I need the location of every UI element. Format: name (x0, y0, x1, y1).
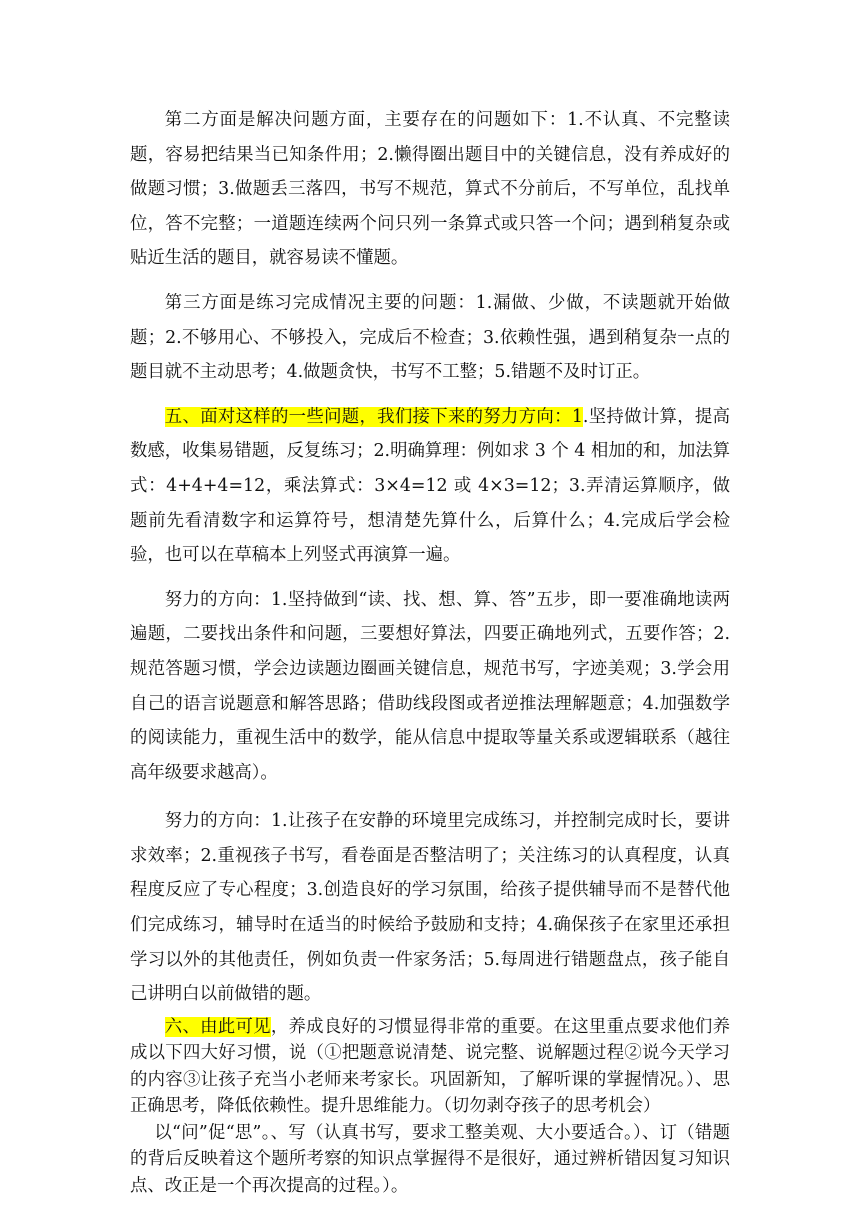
paragraph-problem-solving: 第二方面是解决问题方面，主要存在的问题如下：1.不认真、不完整读题，容易把结果当已知条件用；2.懒得圈出题目中的关键信息，没有养成好的做题习惯；3.做题丢三落四，书写不规范，算式不分前后，不写单位，乱找单位，答不完整；一道题连续两个问只列一条算式或只答一个问；遇到稍复杂或贴近生活的题目，就容易读不懂题。 (130, 110, 730, 269)
paragraph-section-six (130, 1014, 730, 1120)
document-body (130, 103, 730, 1199)
paragraph-practice-completion: 第三方面是练习完成情况主要的问题：1.漏做、少做，不读题就开始做题；2.不够用心、不够投入，完成后不检查；3.依赖性强，遇到稍复杂一点的题目就不主动思考；4.做题贪快，书写不工整；5.错题不及时订正。 (130, 292, 730, 383)
paragraph-effort-direction-1: 努力的方向：1.坚持做到“读、找、想、算、答”五步，即一要准确地读两遍题，二要找出条件和问题，三要想好算法，四要正确地列式，五要作答；2.规范答题习惯，学会边读题边圈画关键信息，规范书写，字迹美观；3.学会用自己的语言说题意和解答思路；借助线段图或者逆推法理解题意；4.加强数学的阅读能力，重视生活中的数学，能从信息中提取等量关系或逻辑联系（越往高年级要求越高）。 (130, 589, 730, 783)
section-six-body: ，养成良好的习惯显得非常的重要。在这里重点要求他们养成以下四大好习惯，说（①把题意说清楚、说完整、说解题过程②说今天学习的内容③让孩子充当小老师来考家长。巩固新知，了解听课的掌握情况。）、思正确思考，降低依赖性。提升思维能力。（切勿剥夺孩子的思考机会） (130, 1016, 730, 1117)
paragraph-section-five (130, 400, 730, 573)
section-five-heading: 五、面对这样的一些问题，我们接下来的努力方向：1 (164, 406, 583, 427)
paragraph-habits-continued: 以“问”促“思”。、写（认真书写，要求工整美观、大小要适合。）、订（错题的背后反映着这个题所考察的知识点掌握得不是很好，通过辨析错因复习知识点、改正是一个再次提高的过程。）。 (130, 1122, 730, 1196)
paragraph-effort-direction-2: 努力的方向：1.让孩子在安静的环境里完成练习，并控制完成时长，要讲求效率；2.重视孩子书写，看卷面是否整洁明了；关注练习的认真程度，认真程度反应了专心程度；3.创造良好的学习氛围，给孩子提供辅导而不是替代他们完成练习，辅导时在适当的时候给予鼓励和支持；4.确保孩子在家里还承担学习以外的其他责任，例如负责一件家务活；5.每周进行错题盘点，孩子能自己讲明白以前做错的题。 (130, 811, 730, 1005)
section-six-heading: 六、由此可见 (164, 1016, 271, 1037)
section-five-body: .坚持做计算，提高数感，收集易错题，反复练习；2.明确算理：例如求 3 个 4 相加的和，加法算式：4+4+4=12，乘法算式：3×4=12 或 4×3=12；3.弄清运算顺序，做题前先看清数字和运算符号，想清楚先算什么，后算什么；4.完成后学会检验，也可以在草稿本上列竖式再演算一遍。 (130, 406, 730, 566)
